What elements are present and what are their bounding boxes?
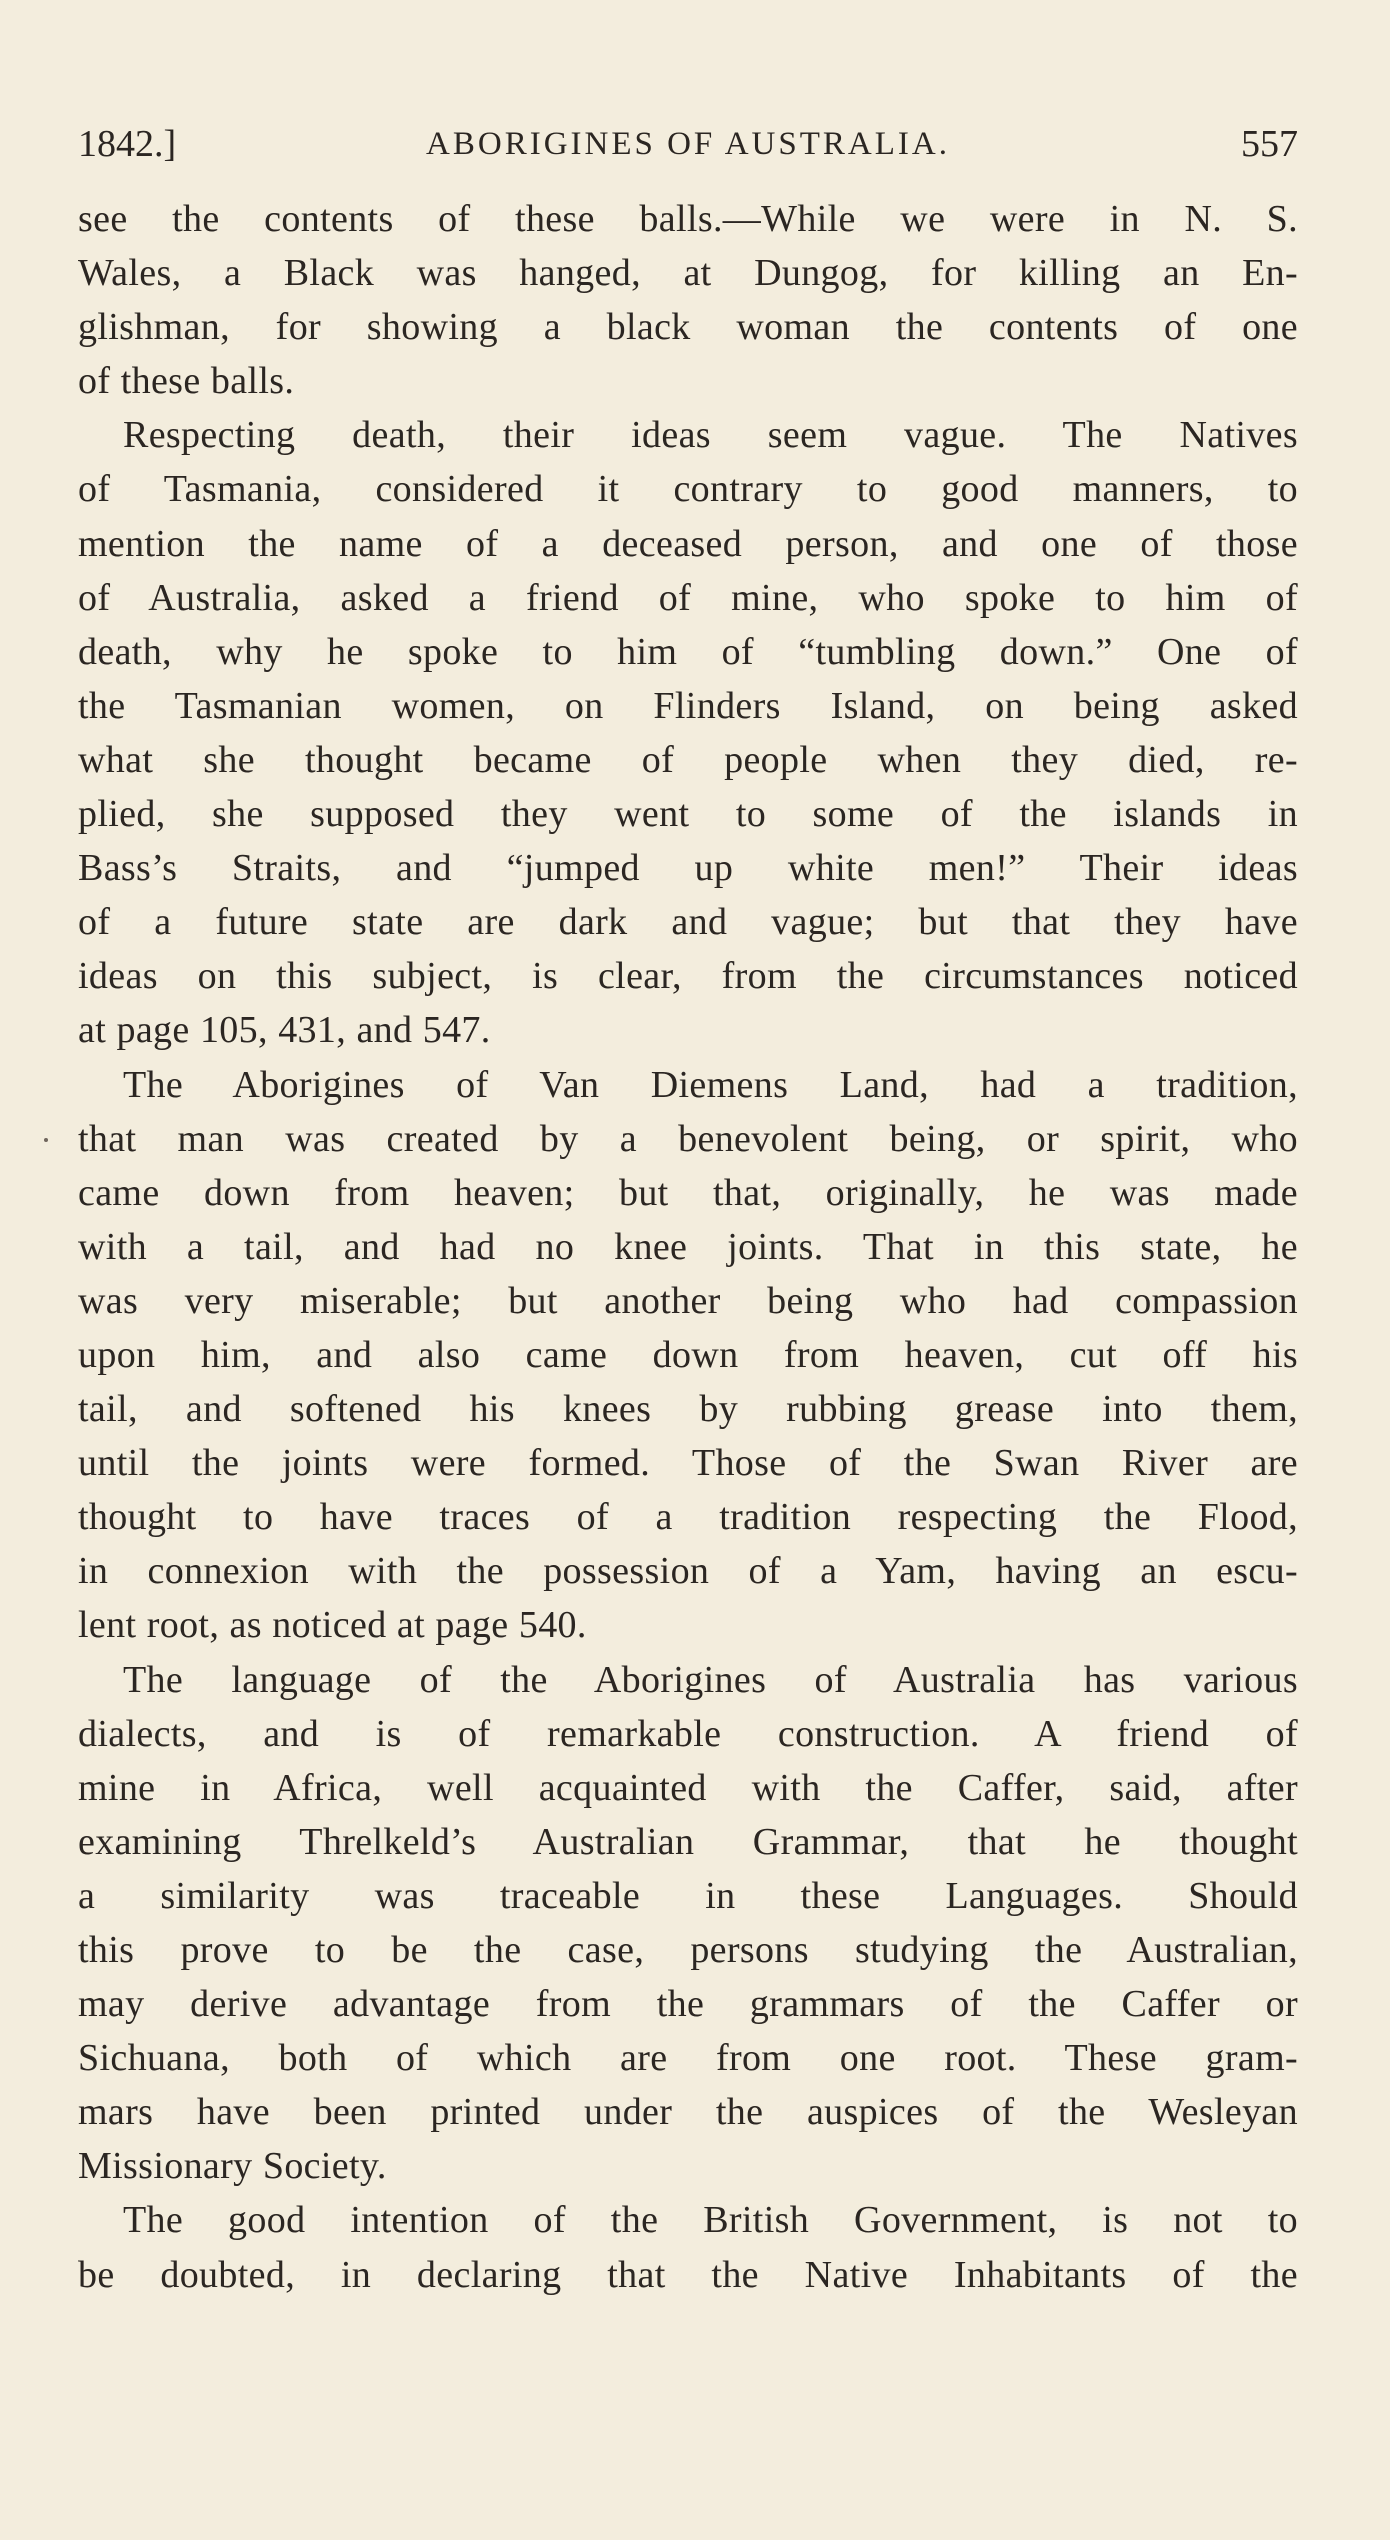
text-line: examining Threlkeld’s Australian Grammar, that he thought [78, 1820, 1298, 1863]
text-line: ideas on this subject, is clear, from the circumstances noticed [78, 955, 1298, 998]
text-line: at page 105, 431, and 547. [78, 1009, 491, 1052]
header-year: 1842.] [78, 123, 177, 165]
text-line: plied, she supposed they went to some of the islands in [78, 793, 1298, 836]
text-line: death, why he spoke to him of “tumbling down.” One of [78, 630, 1298, 673]
text-line: upon him, and also came down from heaven, cut off his [78, 1333, 1298, 1376]
text-line: a similarity was traceable in these Languages. Should [78, 1874, 1298, 1917]
text-line: the Tasmanian women, on Flinders Island, on being asked [78, 684, 1298, 727]
text-line: Wales, a Black was hanged, at Dungog, for killing an En- [78, 252, 1298, 295]
text-line: mars have been printed under the auspices of the Wesleyan [78, 2091, 1298, 2134]
body-text [78, 192, 1298, 2302]
text-line: The good intention of the British Government, is not to [123, 2199, 1298, 2242]
text-line: that man was created by a benevolent being, or spirit, who [78, 1117, 1298, 1160]
text-line: The Aborigines of Van Diemens Land, had a tradition, [123, 1063, 1298, 1106]
text-line: of Tasmania, considered it contrary to good manners, to [78, 468, 1298, 511]
text-line: of Australia, asked a friend of mine, who spoke to him of [78, 576, 1298, 619]
book-page [78, 0, 1298, 2540]
text-line: thought to have traces of a tradition respecting the Flood, [78, 1496, 1298, 1539]
running-title: ABORIGINES OF AUSTRALIA. [426, 126, 950, 162]
text-line: dialects, and is of remarkable construction. A friend of [78, 1712, 1298, 1755]
text-line: be doubted, in declaring that the Native Inhabitants of the [78, 2253, 1298, 2296]
text-line: with a tail, and had no knee joints. That in this state, he [78, 1225, 1298, 1268]
text-line: of these balls. [78, 360, 295, 403]
text-line: The language of the Aborigines of Australia has various [123, 1658, 1298, 1701]
text-line: in connexion with the possession of a Yam, having an escu- [78, 1550, 1298, 1593]
text-line: Sichuana, both of which are from one root. These gram- [78, 2037, 1298, 2080]
text-line: Respecting death, their ideas seem vague. The Natives [123, 414, 1298, 457]
text-line: what she thought became of people when they died, re- [78, 738, 1298, 781]
text-line: may derive advantage from the grammars of the Caffer or [78, 1983, 1298, 2026]
text-line: mine in Africa, well acquainted with the Caffer, said, after [78, 1766, 1298, 1809]
text-line: tail, and softened his knees by rubbing grease into them, [78, 1388, 1298, 1431]
text-line: was very miserable; but another being who had compassion [78, 1279, 1298, 1322]
text-line: Bass’s Straits, and “jumped up white men!” Their ideas [78, 847, 1298, 890]
margin-ink-speck [44, 1138, 48, 1142]
text-line: this prove to be the case, persons studying the Australian, [78, 1929, 1298, 1971]
page-header [78, 116, 1298, 172]
text-line: lent root, as noticed at page 540. [78, 1604, 587, 1647]
page-number: 557 [1241, 123, 1298, 165]
text-line: came down from heaven; but that, originally, he was made [78, 1171, 1298, 1214]
text-line: until the joints were formed. Those of the Swan River are [78, 1442, 1298, 1485]
text-line: Missionary Society. [78, 2145, 387, 2188]
text-line: mention the name of a deceased person, and one of those [78, 522, 1298, 565]
text-line: see the contents of these balls.—While we were in N. S. [78, 198, 1298, 240]
text-line: of a future state are dark and vague; but that they have [78, 901, 1298, 944]
text-line: glishman, for showing a black woman the contents of one [78, 306, 1298, 349]
